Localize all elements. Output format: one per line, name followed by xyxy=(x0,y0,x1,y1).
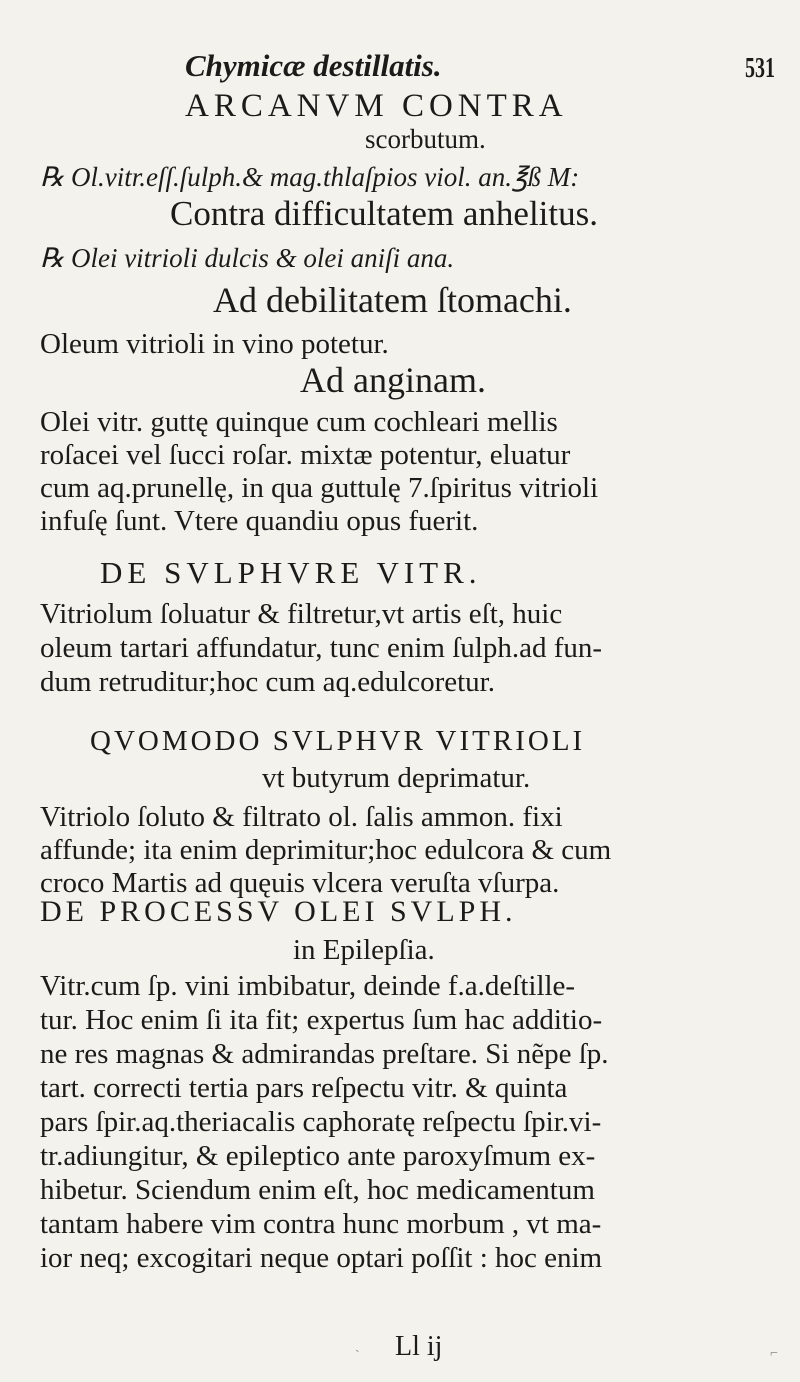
text-line: dum retruditur;hoc cum aq.edulcoretur. xyxy=(40,666,495,698)
heading-arcanum: ARCANVM CONTRA xyxy=(185,88,568,124)
text-line: tr.adiungitur, & epileptico ante paroxyſmum ex- xyxy=(40,1140,596,1172)
text-line: oleum tartari affundatur, tunc enim ſulph.ad fun- xyxy=(40,632,603,664)
heading-anginam: Ad anginam. xyxy=(300,360,486,400)
corner-mark: ⌐ xyxy=(770,1346,778,1361)
text-line: tart. correcti tertia pars reſpectu vitr. & quinta xyxy=(40,1072,568,1104)
ink-speck: ˏ xyxy=(355,1338,360,1353)
text-line: Vitriolum ſoluatur & filtretur,vt artis eſt, huic xyxy=(40,598,563,630)
text-line: Oleum vitrioli in vino potetur. xyxy=(40,328,389,360)
heading-quomodo: QVOMODO SVLPHVR VITRIOLI xyxy=(90,725,586,757)
heading-processu: DE PROCESSV OLEI SVLPH. xyxy=(40,895,517,928)
heading-contra-anhelitus: Contra difficultatem anhelitus. xyxy=(170,194,598,233)
text-line: infuſę ſunt. Vtere quandiu opus fuerit. xyxy=(40,505,479,537)
recipe-arcanum: ℞ Ol.vitr.eſſ.ſulph.& mag.thlaſpios viol. an.℥ß M: xyxy=(40,162,580,192)
running-head: Chymicæ destillatis. xyxy=(185,48,442,83)
text-line: roſacei vel ſucci roſar. mixtæ potentur, eluatur xyxy=(40,439,571,471)
signature-mark: Ll ij xyxy=(395,1331,443,1362)
text-line: ne res magnas & admirandas preſtare. Si nẽpe ſp. xyxy=(40,1038,609,1070)
text-line: ior neq; excogitari neque optari poſſit : hoc enim xyxy=(40,1242,603,1274)
heading-debilitatem: Ad debilitatem ſtomachi. xyxy=(213,280,572,320)
heading-quomodo-subtitle: vt butyrum deprimatur. xyxy=(262,762,531,794)
text-line: tantam habere vim contra hunc morbum , vt ma- xyxy=(40,1208,602,1240)
text-line: tur. Hoc enim ſi ita fit; expertus ſum hac additio- xyxy=(40,1004,603,1036)
text-line: Vitr.cum ſp. vini imbibatur, deinde f.a.deſtille- xyxy=(40,970,576,1002)
page-number: 531 xyxy=(745,53,775,84)
recipe-contra-anhelitus: ℞ Olei vitrioli dulcis & olei aniſi ana. xyxy=(40,243,455,273)
heading-processu-subtitle: in Epilepſia. xyxy=(293,934,435,966)
text-line: affunde; ita enim deprimitur;hoc edulcora & cum xyxy=(40,834,612,866)
text-line: hibetur. Sciendum enim eſt, hoc medicamentum xyxy=(40,1174,595,1206)
text-line: croco Martis ad quęuis vlcera veruſta vſurpa. xyxy=(40,867,560,899)
text-line: Vitriolo ſoluto & filtrato ol. ſalis ammon. fixi xyxy=(40,801,563,833)
heading-sulphure: DE SVLPHVRE VITR. xyxy=(100,555,482,590)
heading-arcanum-subtitle: scorbutum. xyxy=(365,124,486,154)
text-line: pars ſpir.aq.theriacalis caphoratę reſpectu ſpir.vi- xyxy=(40,1106,602,1138)
text-line: cum aq.prunellę, in qua guttulę 7.ſpiritus vitrioli xyxy=(40,472,599,504)
text-line: Olei vitr. guttę quinque cum cochleari mellis xyxy=(40,406,558,438)
